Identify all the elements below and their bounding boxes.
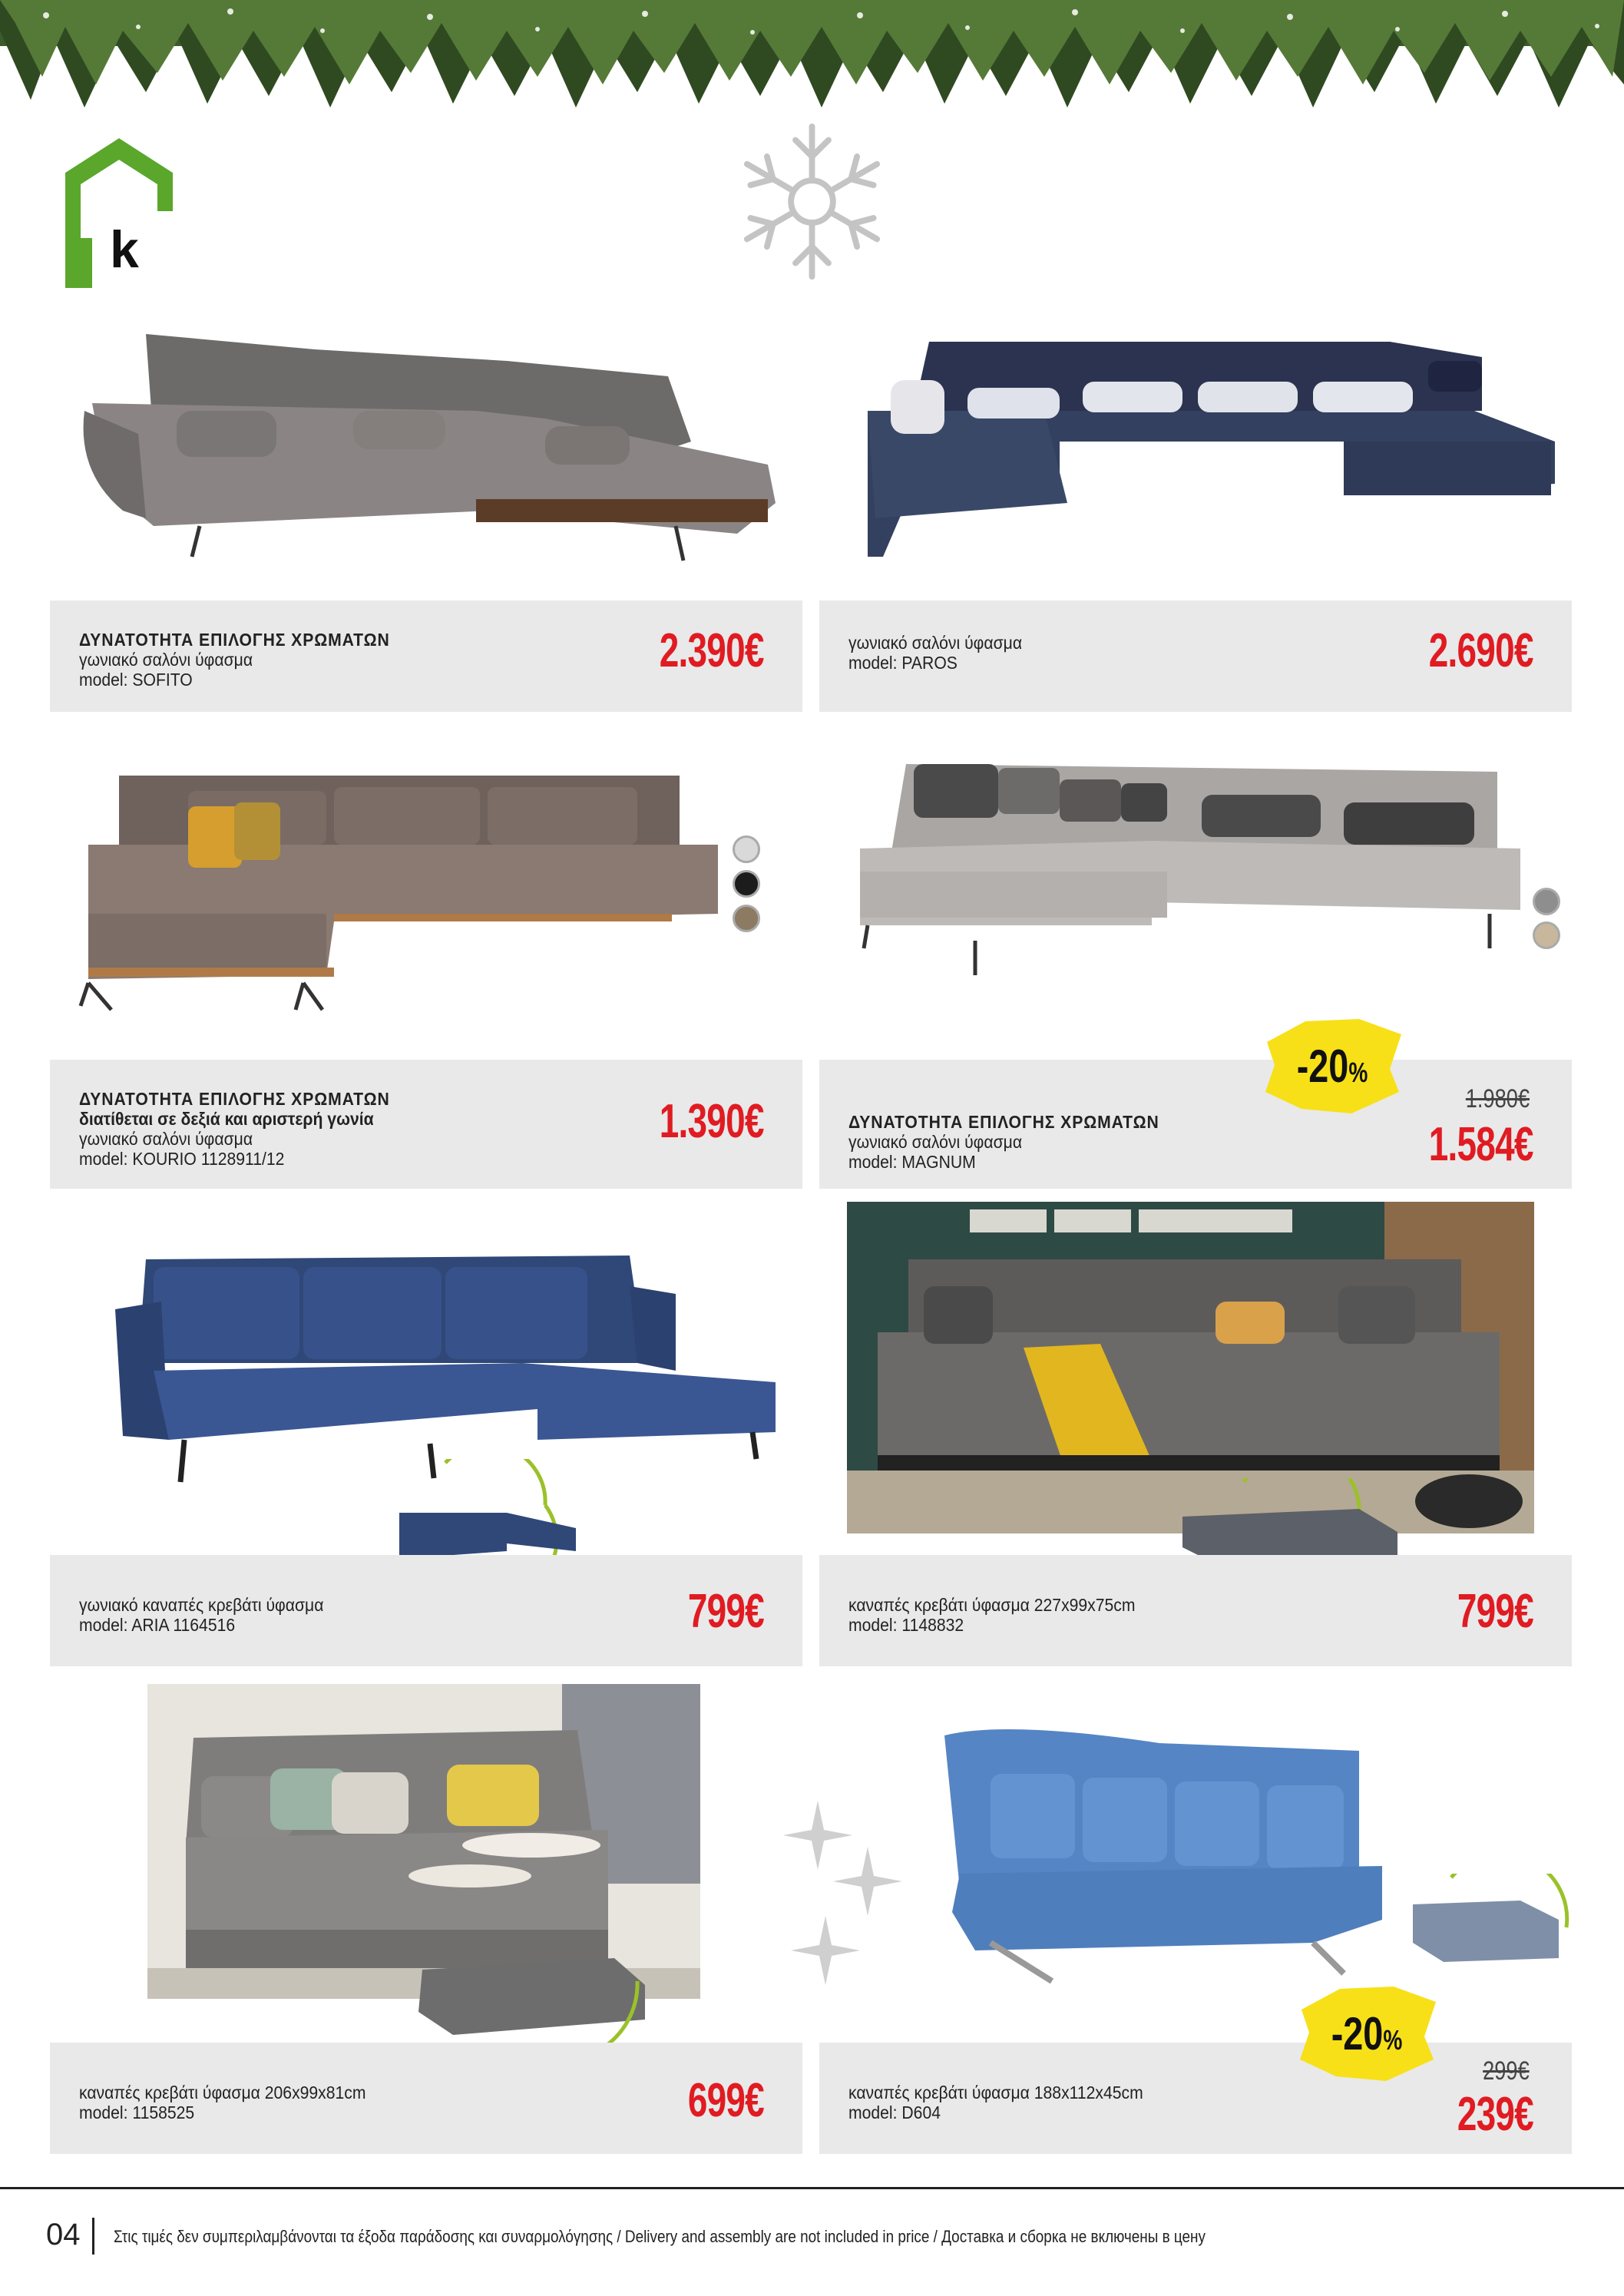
page-number: 04 — [46, 2218, 81, 2251]
product-description: γωνιακό σαλόνι ύφασμα — [79, 1129, 253, 1149]
discount-unit: % — [1348, 1057, 1368, 1088]
delivery-disclaimer: Στις τιμές δεν συμπεριλαμβάνονται τα έξοδα παράδοσης και συναρμολόγησης / Delivery and assembly are not included in price / Доставка и сборка не включены в цену — [114, 2227, 1206, 2246]
product-info-sofito — [50, 600, 802, 712]
product-image-d604 — [929, 1720, 1390, 2004]
product-image-kourio — [73, 760, 726, 1014]
product-price: 699€ — [687, 2074, 764, 2127]
product-info-1158525 — [50, 2043, 802, 2154]
color-choice-label: ΔΥΝΑΤΟΤΗΤΑ ΕΠΙΛΟΓΗΣ ΧΡΩΜΑΤΩΝ — [79, 630, 390, 650]
color-swatch-black[interactable] — [733, 870, 760, 898]
color-swatch-beige[interactable] — [1533, 921, 1560, 949]
product-description: γωνιακό σαλόνι ύφασμα — [79, 650, 253, 670]
footer-divider — [0, 2187, 1624, 2189]
color-swatch-brown[interactable] — [733, 905, 760, 932]
product-image-paros — [852, 326, 1559, 564]
old-price: 1.980€ — [1465, 1084, 1530, 1113]
product-model: model: 1148832 — [848, 1615, 964, 1635]
sparkle-icon — [783, 1801, 914, 2016]
product-model: model: PAROS — [848, 653, 958, 673]
sofa-bed-thumbnail — [407, 1950, 653, 2058]
product-price: 1.390€ — [660, 1095, 764, 1148]
product-description: καναπές κρεβάτι ύφασμα 206x99x81cm — [79, 2083, 366, 2102]
product-info-paros — [819, 600, 1572, 712]
product-info-kourio — [50, 1060, 802, 1189]
discount-unit: % — [1383, 2024, 1403, 2056]
product-description: γωνιακό σαλόνι ύφασμα — [848, 1132, 1023, 1152]
product-image-magnum — [845, 749, 1536, 987]
footer-separator — [92, 2218, 94, 2255]
product-model: model: 1158525 — [79, 2102, 195, 2122]
logo-letter: k — [110, 220, 139, 279]
corner-option-note: διατίθεται σε δεξιά και αριστερή γωνία — [79, 1109, 374, 1129]
product-model: model: D604 — [848, 2102, 941, 2122]
christmas-garland — [0, 0, 1624, 115]
product-model: model: MAGNUM — [848, 1152, 976, 1172]
product-info-magnum — [819, 1060, 1572, 1189]
discount-badge — [1259, 1015, 1405, 1115]
product-model: model: SOFITO — [79, 670, 193, 690]
old-price: 299€ — [1483, 2056, 1530, 2086]
color-swatch-light-grey[interactable] — [733, 835, 760, 863]
product-description: γωνιακό σαλόνι ύφασμα — [848, 633, 1023, 653]
product-price: 2.690€ — [1429, 624, 1533, 677]
product-price: 1.584€ — [1429, 1118, 1533, 1171]
product-price: 2.390€ — [660, 624, 764, 677]
brand-logo — [65, 138, 173, 288]
product-price: 239€ — [1457, 2088, 1533, 2141]
product-model: model: KOURIO 1128911/12 — [79, 1149, 285, 1169]
color-choice-label: ΔΥΝΑΤΟΤΗΤΑ ΕΠΙΛΟΓΗΣ ΧΡΩΜΑΤΩΝ — [79, 1089, 390, 1109]
product-model: model: ARIA 1164516 — [79, 1615, 236, 1635]
discount-value: -20 — [1296, 1040, 1349, 1092]
product-price: 799€ — [687, 1585, 764, 1638]
color-swatch-grey[interactable] — [1533, 888, 1560, 915]
product-info-1148832 — [819, 1555, 1572, 1666]
product-description: γωνιακό καναπές κρεβάτι ύφασμα — [79, 1595, 324, 1615]
product-info-d604 — [819, 2043, 1572, 2154]
snowflake-icon — [718, 119, 906, 284]
discount-badge — [1294, 1983, 1440, 2083]
product-price: 799€ — [1457, 1585, 1533, 1638]
discount-value: -20 — [1331, 2008, 1384, 2059]
product-image-sofito — [77, 319, 791, 564]
product-description: καναπές κρεβάτι ύφασμα 227x99x75cm — [848, 1595, 1136, 1615]
color-choice-label: ΔΥΝΑΤΟΤΗΤΑ ΕΠΙΛΟΓΗΣ ΧΡΩΜΑΤΩΝ — [848, 1112, 1159, 1132]
product-description: καναπές κρεβάτι ύφασμα 188x112x45cm — [848, 2083, 1143, 2102]
product-info-aria — [50, 1555, 802, 1666]
